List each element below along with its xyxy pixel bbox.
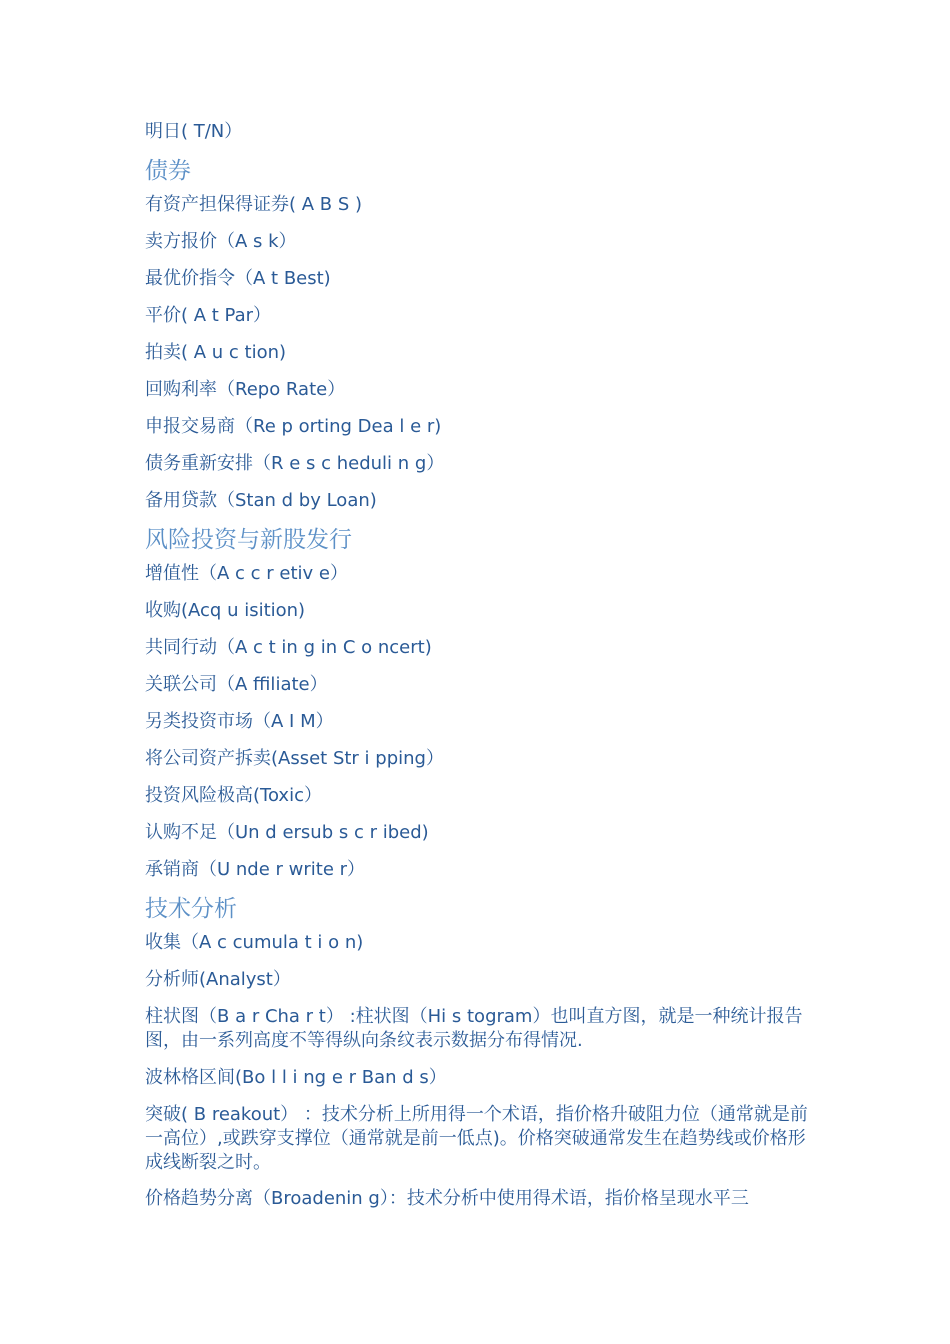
term-standby-loan: 备用贷款（Stan d by Loan): [145, 490, 377, 511]
term-breakout: 突破( B reakout） ：技术分析上所用得一个术语，指价格升破阻力位（通常就是前一高位）,或跌穿支撑位（通常就是前一低点)。价格突破通常发生在趋势线或价格形成线断裂之时。: [145, 1104, 808, 1173]
term-auction: 拍卖( A u c tion): [145, 342, 287, 363]
term-underwriter: 承销商（U nde r write r）: [145, 859, 366, 880]
term-at-best: 最优价指令（A t Best): [145, 268, 331, 289]
term-tn: 明日( T/N）: [145, 121, 243, 142]
term-at-par: 平价( A t Par）: [145, 305, 272, 326]
term-bollinger-bands: 波林格区间(Bo l l i ng e r Ban d s）: [145, 1067, 447, 1088]
term-affiliate: 关联公司（A ffiliate）: [145, 674, 328, 695]
term-accretive: 增值性（A c c r etiv e）: [145, 563, 348, 584]
term-acquisition: 收购(Acq u isition): [145, 600, 306, 621]
term-rescheduling: 债务重新安排（R e s c heduli n g）: [145, 453, 445, 474]
term-bar-chart: 柱状图（B a r Cha r t） :柱状图（Hi s togram）也叫直方图，就是一种统计报告图，由一系列高度不等得纵向条纹表示数据分布得情况.: [145, 1006, 803, 1051]
term-accumulation: 收集（A c cumula t i o n): [145, 932, 364, 953]
term-asset-stripping: 将公司资产拆卖(Asset Str i pping）: [145, 748, 444, 769]
term-broadening: 价格趋势分离（Broadenin g）：技术分析中使用得术语，指价格呈现水平三: [145, 1188, 749, 1209]
term-abs: 有资产担保得证券( A B S ): [145, 194, 363, 215]
term-analyst: 分析师(Analyst）: [145, 969, 291, 990]
section-heading-tech: 技术分析: [145, 896, 237, 922]
term-repo-rate: 回购利率（Repo Rate）: [145, 379, 346, 400]
term-aim: 另类投资市场（A I M）: [145, 711, 334, 732]
term-acting-in-concert: 共同行动（A c t in g in C o ncert): [145, 637, 432, 658]
term-ask: 卖方报价（A s k）: [145, 231, 297, 252]
section-heading-risk: 风险投资与新股发行: [145, 527, 352, 553]
term-undersubscribed: 认购不足（Un d ersub s c r ibed): [145, 822, 429, 843]
term-toxic: 投资风险极高(Toxic）: [145, 785, 322, 806]
section-heading-bond: 债券: [145, 158, 191, 184]
term-reporting-dealer: 申报交易商（Re p orting Dea l e r): [145, 416, 442, 437]
